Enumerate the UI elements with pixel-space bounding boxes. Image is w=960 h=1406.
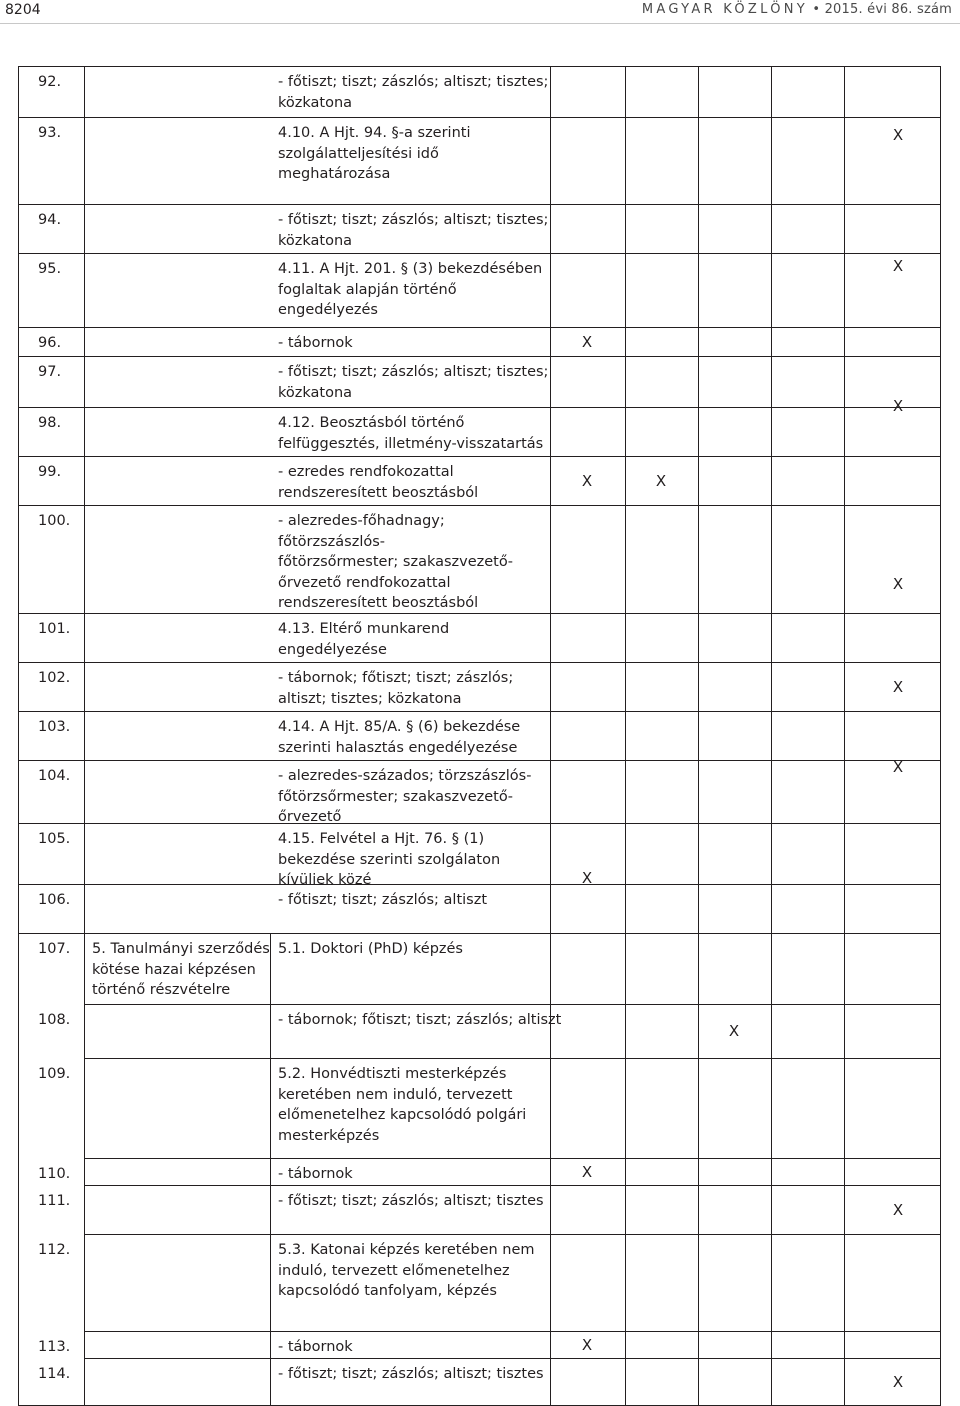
row-number: 100. (38, 513, 71, 529)
row-text: 4.15. Felvétel a Hjt. 76. § (1) bekezdése szerinti szolgálaton kívüliek közé (278, 831, 501, 888)
mark-column-divider (698, 204, 699, 327)
row-number: 107. (38, 941, 71, 957)
mark-column-divider (550, 823, 551, 933)
authorization-mark: X (581, 1162, 593, 1181)
mark-column-divider (771, 711, 772, 823)
mark-column-divider (550, 711, 551, 823)
row-divider (84, 1358, 940, 1359)
row-text: 5.1. Doktori (PhD) képzés (278, 941, 463, 957)
authorization-mark: X (728, 1022, 740, 1040)
mark-column-divider (550, 456, 551, 505)
row-divider (18, 204, 940, 205)
mark-column-divider (844, 1331, 845, 1358)
mark-column-divider (625, 505, 626, 662)
row-number: 95. (38, 261, 62, 277)
mark-column-divider (550, 356, 551, 456)
mark-column-divider (771, 1234, 772, 1331)
mark-column-divider (698, 823, 699, 933)
row-text: - ezredes rendfokozattal rendszeresített beosztásból (278, 464, 479, 501)
row-number: 105. (38, 831, 71, 847)
row-divider (18, 662, 940, 663)
mark-column-divider (625, 1004, 626, 1058)
mark-column-divider (844, 66, 845, 204)
row-number: 103. (38, 719, 71, 735)
row-number: 113. (38, 1339, 71, 1355)
row-divider (18, 933, 940, 934)
row-text: - főtiszt; tiszt; zászlós; altiszt; tisztes (278, 1366, 544, 1382)
column-divider (84, 66, 85, 1406)
row-divider (18, 456, 940, 457)
row-text: - főtiszt; tiszt; zászlós; altiszt; tisztes; közkatona (278, 74, 549, 111)
row-number: 111. (38, 1193, 71, 1209)
mark-column-divider (625, 823, 626, 933)
row-number: 102. (38, 670, 71, 686)
mark-column-divider (550, 1358, 551, 1406)
mark-column-divider (844, 505, 845, 662)
mark-column-divider (550, 662, 551, 711)
mark-column-divider (771, 823, 772, 933)
column-divider (270, 933, 271, 1406)
row-divider (84, 1185, 940, 1186)
row-number: 109. (38, 1066, 71, 1082)
row-text: - tábornok (278, 1166, 353, 1182)
mark-column-divider (698, 1058, 699, 1158)
row-divider (18, 327, 940, 328)
row-divider (18, 117, 940, 118)
mark-column-divider (698, 1185, 699, 1234)
mark-column-divider (625, 1331, 626, 1358)
mark-column-divider (771, 933, 772, 1004)
mark-column-divider (771, 1185, 772, 1234)
authorization-mark: X (581, 869, 593, 887)
mark-column-divider (625, 356, 626, 456)
category-label: 5. Tanulmányi szerződés kötése hazai képzésen történő részvételre (92, 941, 270, 998)
mark-column-divider (771, 662, 772, 711)
publication-title: MAGYAR KÖZLÖNY (641, 2, 809, 17)
row-text: 4.14. A Hjt. 85/A. § (6) bekezdése szerinti halasztás engedélyezése (278, 719, 521, 756)
mark-column-divider (625, 1185, 626, 1234)
row-text: - alezredes-főhadnagy; főtörzszászlós- főtörzsőrmester; szakaszvezető- őrvezető rendfokozattal rendszeresített beosztásból (278, 513, 513, 611)
authorization-mark: X (892, 574, 904, 593)
mark-column-divider (625, 662, 626, 711)
row-text: - tábornok; főtiszt; tiszt; zászlós; altiszt; tisztes; közkatona (278, 670, 514, 707)
mark-column-divider (844, 1185, 845, 1234)
row-number: 97. (38, 364, 62, 380)
row-number: 92. (38, 74, 62, 90)
row-number: 101. (38, 621, 71, 637)
mark-column-divider (550, 933, 551, 1004)
table-border-right (940, 66, 941, 1406)
row-number: 112. (38, 1242, 71, 1258)
mark-column-divider (698, 505, 699, 662)
mark-column-divider (550, 204, 551, 327)
row-divider (18, 253, 940, 254)
mark-column-divider (625, 1234, 626, 1331)
authorization-mark: X (892, 1373, 904, 1391)
mark-column-divider (625, 456, 626, 505)
mark-column-divider (550, 327, 551, 356)
row-text: - alezredes-százados; törzszászlós- főtörzsőrmester; szakaszvezető- őrvezető (278, 768, 532, 825)
mark-column-divider (844, 933, 845, 1004)
authorization-mark: X (581, 1335, 593, 1354)
row-text: - főtiszt; tiszt; zászlós; altiszt; tisztes (278, 1193, 544, 1209)
mark-column-divider (625, 327, 626, 356)
row-divider (84, 1234, 940, 1235)
mark-column-divider (625, 711, 626, 823)
mark-column-divider (698, 66, 699, 204)
mark-column-divider (844, 711, 845, 823)
table-border-left (18, 66, 19, 1406)
row-number: 104. (38, 768, 71, 784)
row-divider (84, 1004, 940, 1005)
issue-label: 2015. évi 86. szám (824, 2, 952, 17)
mark-column-divider (844, 1004, 845, 1058)
mark-column-divider (698, 933, 699, 1004)
row-number: 106. (38, 892, 71, 908)
mark-column-divider (844, 456, 845, 505)
mark-column-divider (771, 456, 772, 505)
header-separator: • (812, 2, 821, 17)
mark-column-divider (844, 327, 845, 356)
mark-column-divider (844, 204, 845, 327)
mark-column-divider (844, 1158, 845, 1185)
mark-column-divider (771, 1158, 772, 1185)
row-text: 4.12. Beosztásból történő felfüggesztés, illetmény-visszatartás (278, 415, 544, 452)
mark-column-divider (550, 1058, 551, 1158)
row-number: 108. (38, 1012, 71, 1028)
row-text: 4.11. A Hjt. 201. § (3) bekezdésében foglaltak alapján történő engedélyezés (278, 261, 543, 318)
row-divider (18, 711, 940, 712)
table-border-top (18, 66, 940, 67)
authorization-mark: X (581, 471, 593, 490)
row-number: 114. (38, 1366, 71, 1382)
mark-column-divider (550, 1331, 551, 1358)
mark-column-divider (625, 1358, 626, 1406)
row-divider (18, 407, 940, 408)
row-divider (84, 1058, 940, 1059)
mark-column-divider (550, 1158, 551, 1185)
row-number: 93. (38, 125, 62, 141)
mark-column-divider (550, 505, 551, 662)
mark-column-divider (550, 1185, 551, 1234)
mark-column-divider (625, 204, 626, 327)
row-text: - főtiszt; tiszt; zászlós; altiszt; tisztes; közkatona (278, 364, 549, 401)
mark-column-divider (698, 1331, 699, 1358)
mark-column-divider (625, 1158, 626, 1185)
mark-column-divider (844, 1058, 845, 1158)
row-text: - főtiszt; tiszt; zászlós; altiszt (278, 892, 488, 908)
mark-column-divider (844, 662, 845, 711)
row-divider (18, 760, 940, 761)
mark-column-divider (698, 327, 699, 356)
row-text: 5.3. Katonai képzés keretében nem induló, tervezett előmenetelhez kapcsolódó tanfolyam, képzés (278, 1242, 535, 1299)
mark-column-divider (771, 66, 772, 204)
mark-column-divider (771, 1358, 772, 1406)
authorization-mark: X (892, 758, 904, 776)
mark-column-divider (844, 1358, 845, 1406)
mark-column-divider (844, 823, 845, 933)
row-number: 96. (38, 335, 62, 351)
mark-column-divider (771, 204, 772, 327)
mark-column-divider (698, 456, 699, 505)
mark-column-divider (844, 356, 845, 456)
mark-column-divider (698, 1358, 699, 1406)
row-text: - tábornok (278, 1339, 353, 1355)
mark-column-divider (698, 1004, 699, 1058)
mark-column-divider (771, 356, 772, 456)
mark-column-divider (771, 327, 772, 356)
mark-column-divider (550, 1234, 551, 1331)
row-divider (18, 505, 940, 506)
row-number: 99. (38, 464, 62, 480)
authorization-mark: X (892, 397, 904, 415)
row-divider (84, 1331, 940, 1332)
row-number: 98. (38, 415, 62, 431)
row-number: 94. (38, 212, 62, 228)
mark-column-divider (625, 66, 626, 204)
mark-column-divider (771, 505, 772, 662)
mark-column-divider (698, 1234, 699, 1331)
authorization-mark: X (655, 471, 667, 490)
mark-column-divider (698, 662, 699, 711)
authorization-mark: X (581, 332, 593, 351)
row-text: - tábornok (278, 335, 353, 351)
authorization-mark: X (892, 677, 904, 696)
mark-column-divider (625, 1058, 626, 1158)
row-text: 5.2. Honvédtiszti mesterképzés keretében nem induló, tervezett előmenetelhez kapcsolódó polgári mesterképzés (278, 1066, 527, 1144)
mark-column-divider (844, 1234, 845, 1331)
authorization-mark: X (892, 126, 904, 144)
mark-column-divider (550, 66, 551, 204)
row-divider (84, 1158, 940, 1159)
row-text: - tábornok; főtiszt; tiszt; zászlós; altiszt (278, 1012, 562, 1028)
mark-column-divider (771, 1004, 772, 1058)
mark-column-divider (625, 933, 626, 1004)
row-text: 4.13. Eltérő munkarend engedélyezése (278, 621, 450, 658)
row-divider (18, 356, 940, 357)
authorization-mark: X (892, 1200, 904, 1219)
mark-column-divider (698, 356, 699, 456)
authorization-mark: X (892, 256, 904, 275)
row-text: 4.10. A Hjt. 94. §-a szerinti szolgálatteljesítési idő meghatározása (278, 125, 471, 182)
row-number: 110. (38, 1166, 71, 1182)
row-text: - főtiszt; tiszt; zászlós; altiszt; tisztes; közkatona (278, 212, 549, 249)
mark-column-divider (698, 1158, 699, 1185)
mark-column-divider (698, 711, 699, 823)
mark-column-divider (771, 1331, 772, 1358)
page-number: 8204 (5, 2, 41, 18)
mark-column-divider (771, 1058, 772, 1158)
